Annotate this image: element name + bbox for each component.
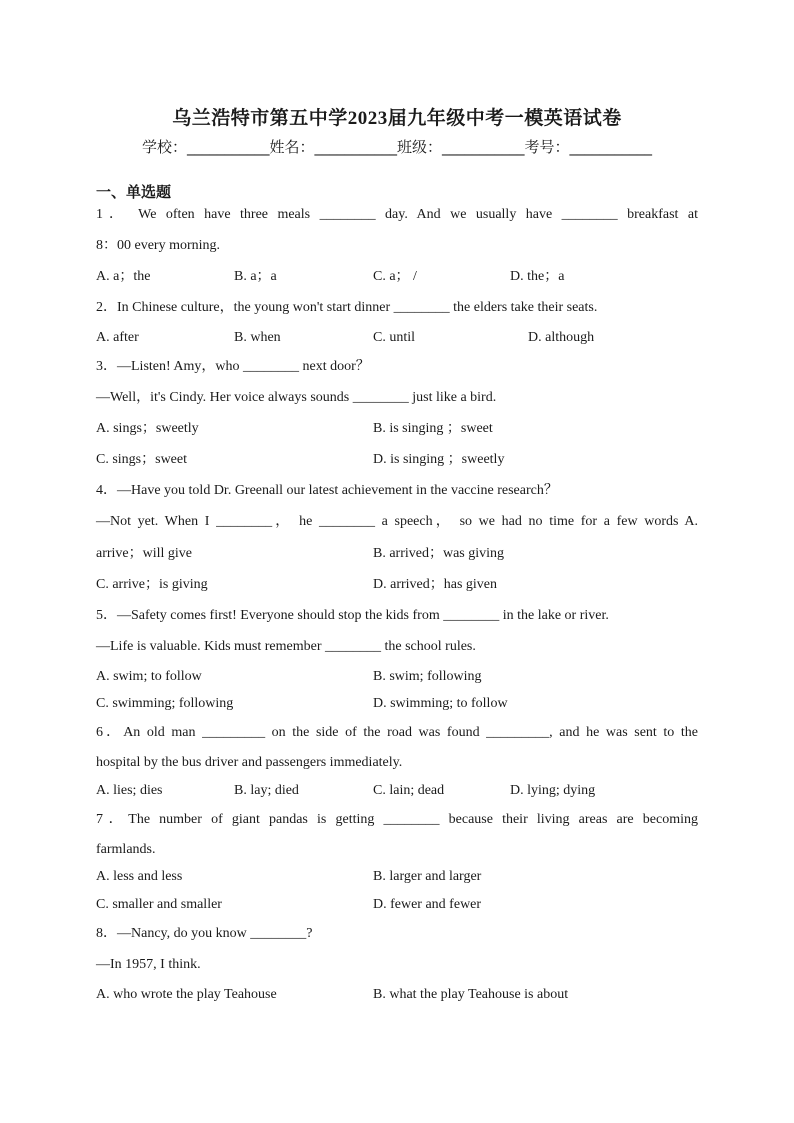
question-1-option-a: A. a；the (96, 269, 151, 284)
question-4-option-d: D. arrived；has given (373, 577, 498, 592)
name-field: 姓名：___________ (269, 138, 397, 156)
question-1-line-2: 8：00 every morning. (96, 238, 221, 253)
question-8-option-b: B. what the play Teahouse is about (373, 987, 569, 1002)
question-7-line-2: farmlands. (96, 842, 156, 857)
question-1-line-1: 1． We often have three meals ________ day. And we usually have ________ breakfast at (96, 207, 698, 222)
question-6-line-2: hospital by the bus driver and passengers immediately. (96, 755, 403, 770)
question-7-option-c: C. smaller and smaller (96, 897, 222, 912)
question-3-option-c: C. sings；sweet (96, 452, 187, 467)
exam-title: 乌兰浩特市第五中学2023届九年级中考一模英语试卷 (172, 108, 622, 129)
question-4-line-1: 4．—Have you told Dr. Greenall our latest achievement in the vaccine research？ (96, 483, 558, 498)
question-2-option-a: A. after (96, 330, 139, 345)
question-2-line-1: 2．In Chinese culture，the young won't start dinner ________ the elders take their seats. (96, 300, 598, 315)
question-3-option-b: B. is singing ；sweet (373, 421, 493, 436)
question-8-line-2: —In 1957, I think. (96, 957, 201, 972)
question-5-option-b: B. swim; following (373, 669, 482, 684)
question-6-option-b: B. lay; died (234, 783, 299, 798)
class-field: 班级：___________ (397, 138, 525, 156)
question-3-option-d: D. is singing ；sweetly (373, 452, 505, 467)
question-3-line-1: 3．—Listen! Amy，who ________ next door？ (96, 359, 370, 374)
question-3-line-2: —Well，it's Cindy. Her voice always sounds ________ just like a bird. (96, 390, 497, 405)
question-1-option-d: D. the；a (510, 269, 565, 284)
question-5-line-2: —Life is valuable. Kids must remember ________ the school rules. (96, 639, 476, 654)
section-title: 一、单选题 (96, 183, 172, 201)
question-5-option-a: A. swim; to follow (96, 669, 202, 684)
question-7-option-d: D. fewer and fewer (373, 897, 482, 912)
question-1-option-c: C. a； / (373, 269, 417, 284)
question-4-option-b: B. arrived；was giving (373, 546, 505, 561)
question-7-line-1: 7．The number of giant pandas is getting ________ because their living areas are becoming (96, 812, 698, 827)
question-7-option-a: A. less and less (96, 869, 183, 884)
student-info-line (0, 136, 794, 157)
question-6-option-d: D. lying; dying (510, 783, 596, 798)
school-field: 学校：___________ (141, 138, 270, 156)
question-1-option-b: B. a；a (234, 269, 277, 284)
question-6-line-1: 6．An old man _________ on the side of the road was found _________, and he was sent to the (96, 725, 698, 740)
number-field: 考号：___________ (524, 138, 653, 156)
question-2-option-c: C. until (373, 330, 416, 345)
question-8-line-1: 8．—Nancy, do you know ________? (96, 926, 313, 941)
question-3-option-a: A. sings；sweetly (96, 421, 199, 436)
question-4-line-2: —Not yet. When I ________， he ________ a speech， so we had no time for a few words A. (96, 514, 698, 529)
question-8-option-a: A. who wrote the play Teahouse (96, 987, 277, 1002)
question-4-option-a: arrive；will give (96, 546, 193, 561)
question-5-option-d: D. swimming; to follow (373, 696, 508, 711)
question-6-option-c: C. lain; dead (373, 783, 445, 798)
question-2-option-d: D. although (528, 330, 595, 345)
question-6-option-a: A. lies; dies (96, 783, 163, 798)
question-4-option-c: C. arrive；is giving (96, 577, 208, 592)
question-2-option-b: B. when (234, 330, 281, 345)
question-7-option-b: B. larger and larger (373, 869, 482, 884)
question-5-option-c: C. swimming; following (96, 696, 234, 711)
question-5-line-1: 5．—Safety comes first! Everyone should stop the kids from ________ in the lake or river. (96, 608, 609, 623)
